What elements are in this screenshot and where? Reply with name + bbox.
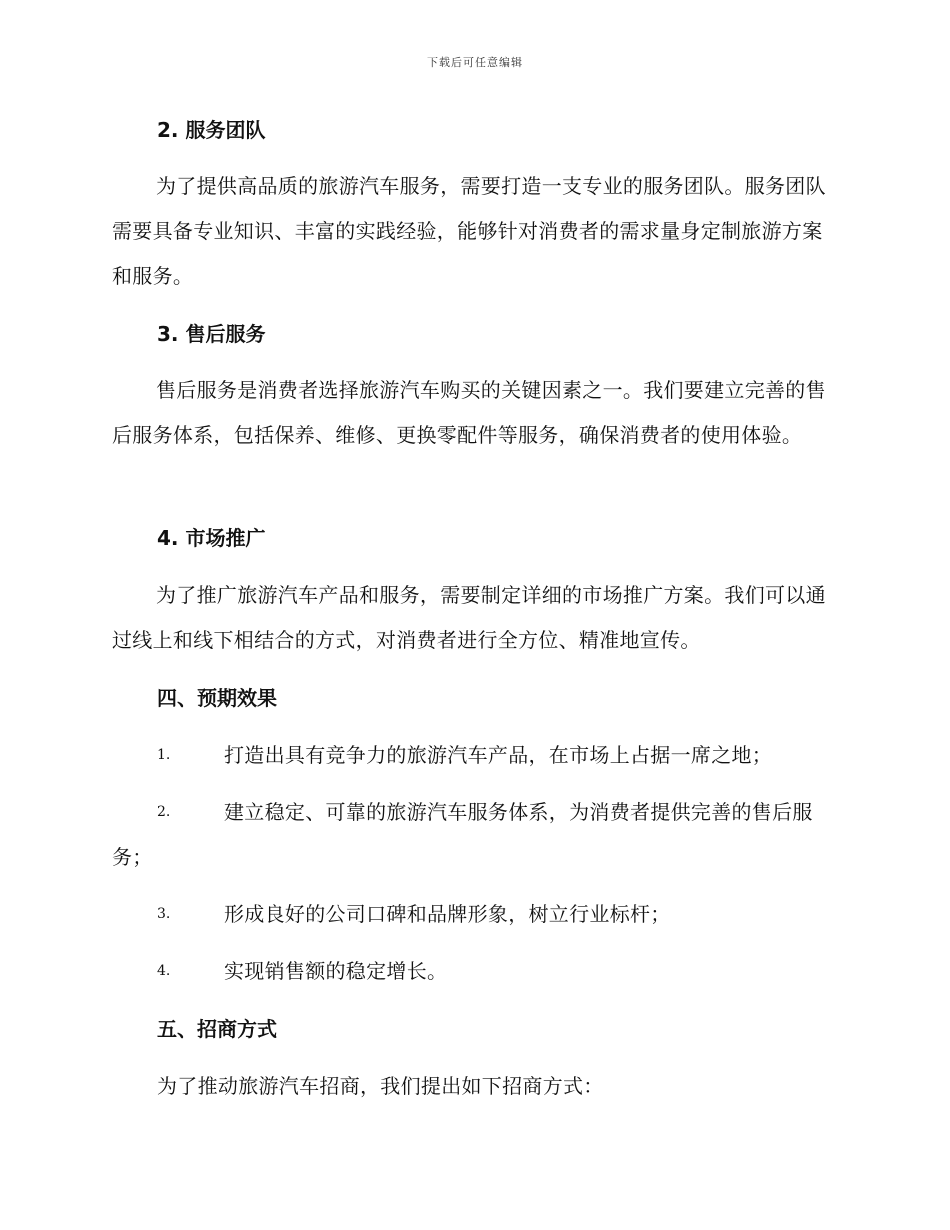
list-item-number: 4. bbox=[157, 963, 171, 979]
list-item-number: 3. bbox=[157, 906, 171, 922]
list-item-number: 2. bbox=[157, 804, 171, 820]
page-header: 下载后可任意编辑 bbox=[427, 56, 523, 69]
paragraph-investment: 为了推动旅游汽车招商，我们提出如下招商方式： bbox=[157, 1074, 604, 1098]
section-heading-expected-results: 四、预期效果 bbox=[157, 686, 277, 710]
list-item-text: 实现销售额的稳定增长。 bbox=[224, 959, 448, 983]
list-item bbox=[112, 790, 834, 880]
paragraph-after-sales: 售后服务是消费者选择旅游汽车购买的关键因素之一。我们要建立完善的售后服务体系，包括保养、维修、更换零配件等服务，确保消费者的使用体验。 bbox=[112, 378, 826, 447]
section-heading-marketing: 4. 市场推广 bbox=[157, 526, 266, 550]
list-item bbox=[112, 949, 834, 994]
list-item-text: 建立稳定、可靠的旅游汽车服务体系，为消费者提供完善的售后服务； bbox=[112, 800, 813, 869]
list-item bbox=[112, 733, 834, 778]
section-heading-after-sales: 3. 售后服务 bbox=[157, 322, 266, 346]
section-heading-investment: 五、招商方式 bbox=[157, 1017, 277, 1041]
list-item-text: 形成良好的公司口碑和品牌形象，树立行业标杆； bbox=[224, 902, 671, 926]
paragraph-marketing: 为了推广旅游汽车产品和服务，需要制定详细的市场推广方案。我们可以通过线上和线下相结合的方式，对消费者进行全方位、精准地宣传。 bbox=[112, 583, 826, 652]
section-heading-service-team: 2. 服务团队 bbox=[157, 118, 266, 142]
list-item bbox=[112, 892, 834, 937]
paragraph-service-team: 为了提供高品质的旅游汽车服务，需要打造一支专业的服务团队。服务团队需要具备专业知识、丰富的实践经验，能够针对消费者的需求量身定制旅游方案和服务。 bbox=[112, 174, 826, 288]
list-item-number: 1. bbox=[157, 747, 171, 763]
list-item-text: 打造出具有竞争力的旅游汽车产品，在市场上占据一席之地； bbox=[224, 743, 773, 767]
